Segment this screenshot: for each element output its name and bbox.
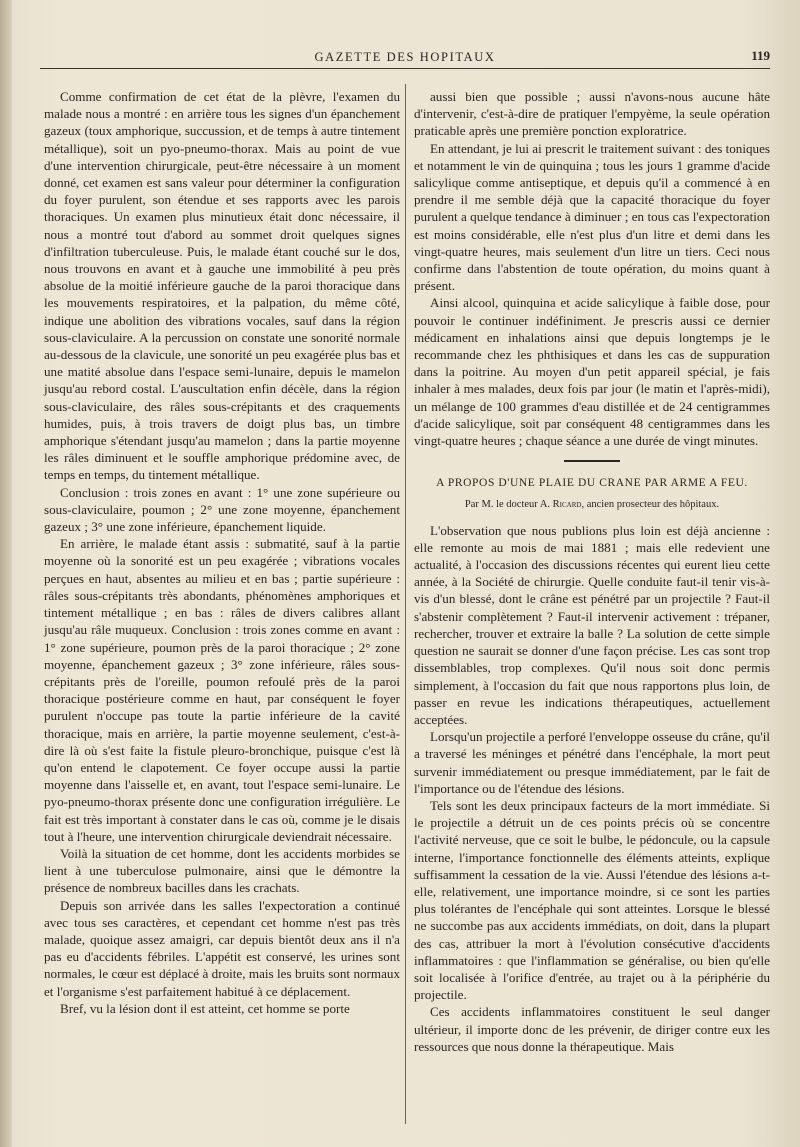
paragraph: Voilà la situation de cet homme, dont les accidents morbides se lient à une tuberculose pulmonaire, ainsi que le démontre la présence de nombreux bacilles dans les crachats. (44, 845, 400, 896)
paragraph: Depuis son arrivée dans les salles l'expectoration a continué avec tous ses caractères, et cependant cet homme n'est pas très malade, quoique assez amaigri, car depuis bientôt deux ans il n'a pas eu d'accidents fébriles. L'appétit est conservé, les urines sont normales, le cœur est déplacé à droite, mais les bruits sont normaux et l'organisme s'est parfaitement habitué à ce déplacement. (44, 897, 400, 999)
byline-prefix: Par M. le docteur A. (464, 499, 553, 511)
header-rule (40, 68, 770, 69)
paragraph: L'observation que nous publions plus loin est déjà ancienne : elle remonte au mois de mai 1881 ; mais elle redevient une actualité, à l'occasion des discussions récentes qui eurent lieu cette année, à la Société de chirurgie. Quelle conduite faut-il tenir vis-à-vis d'un blessé, dont le crâne est pénétré par un projectile ? Faut-il s'abstenir complètement ? Faut-il intervenir activement : trépaner, rechercher, trouver et extraire la balle ? La solution de cette simple question ne saurait se donner d'une façon précise. Les cas sont trop dissemblables, trop complexes. Qu'il nous soit donc permis simplement, à l'occasion du fait que nous rapportons plus loin, de passer en revue les indications thérapeutiques, actuellement acceptées. (414, 522, 770, 727)
right-column (414, 88, 770, 1055)
paragraph: Ainsi alcool, quinquina et acide salicylique à faible dose, pour pouvoir le continuer indéfiniment. Je prescris aussi ce dernier médicament en inhalations ainsi que depuis longtemps je le recommande chez les phthisiques et dans les cas de suppuration dans la poitrine. Au moyen d'un petit appareil spécial, je fais inhaler à mes malades, deux fois par jour (le matin et l'après-midi), un mélange de 100 grammes d'eau distillée et de 24 centigrammes d'acide salicylique, soit par conséquent 48 centigrammes dans les vingt-quatre heures ; chaque séance a une durée de vingt minutes. (414, 295, 770, 449)
left-column (44, 88, 400, 1017)
paragraph: Bref, vu la lésion dont il est atteint, cet homme se porte (60, 1000, 350, 1016)
paragraph: Tels sont les deux principaux facteurs de la mort immédiate. Si le projectile a détruit un de ces points précis où se concentre l'activité nerveuse, que ce soit le bulbe, le pédoncule, ou la capsule interne, l'importance fonctionnelle des éléments atteints, explique suffisamment la cessation de la vie. Aussi l'étendue des lésions a-t-elle, relativement, une importance moindre, si ce sont les parties plus tolérantes de l'encéphale qui sont atteintes. Lorsque le blessé ne succombe pas aux accidents immédiats, on doit, dans la plupart des cas, attribuer la mort à l'évolution consécutive d'accidents inflammatoires : que l'inflammation se généralise, ou bien qu'elle soit localisée à l'orifice d'entrée, au trajet ou à la périphérie du projectile. (414, 797, 770, 1003)
paragraph: Conclusion : trois zones en avant : 1° une zone supérieure ou sous-claviculaire, poumon ; 2° une zone moyenne, épanchement gazeux ; 3° une zone inférieure, épanchement liquide. (44, 484, 400, 535)
byline-author: Ricard (552, 499, 582, 511)
paragraph: Ces accidents inflammatoires constituent le seul danger ultérieur, il importe donc de les prévenir, de diriger contre eux les ressources que nous donne la thérapeutique. Mais (414, 1004, 770, 1054)
article-separator (414, 449, 770, 473)
paragraph: Lorsqu'un projectile a perforé l'enveloppe osseuse du crâne, qu'il a traversé les méninges et pénétré dans l'encéphale, la mort peut survenir immédiatement ou presque immédiatement, par le fait de l'importance ou de l'étendue des lésions. (414, 729, 770, 796)
paragraph: En attendant, je lui ai prescrit le traitement suivant : des toniques et notamment le vin de quinquina ; tous les jours 1 gramme d'acide salicylique comme antiseptique, et depuis qu'il a commencé à en prendre il me semble déjà que la capacité thoracique du foyer purulent a quelque tendance à diminuer ; en tous cas l'expectoration est moins considérable, elle n'est plus d'un litre et demi dans les vingt-quatre heures, mais seulement d'un litre un tiers. Ceci nous confirme dans l'abstention de toute opération, du moins quant à présent. (414, 140, 770, 294)
paragraph: En arrière, le malade étant assis : submatité, sauf à la partie moyenne où la sonorité est un peu exagérée ; vibrations vocales perçues en haut, absentes au milieu et en bas ; partie supérieure : râles sous-crépitants très abondants, phénomènes amphoriques et tintement métallique ; en bas : râles de divers calibres allant jusqu'au râle muqueux. Conclusion : trois zones comme en avant : 1° zone supérieure, poumon près de la paroi thoracique ; 2° zone moyenne, épanchement gazeux ; 3° zone inférieure, râles sous-crépitants près de l'oreille, poumon refoulé près de la paroi thoracique postérieure comme en haut, par conséquent le foyer purulent n'occupe pas toute la partie inférieure de la cavité thoracique, mais en arrière, la partie moyenne seulement, c'est-à-dire là où s'est faite la fistule pleuro-bronchique, puisque c'est là qu'on entend le clapotement. Ce foyer occupe aussi la partie moyenne dans l'aisselle et, en avant, tout l'espace semi-lunaire. Le pyo-pneumo-thorax présente donc une configuration irrégulière. Le fait est très important à constater dans le cas où, comme je le disais tout à l'heure, une intervention chirurgicale deviendrait nécessaire. (44, 536, 400, 844)
paragraph: aussi bien que possible ; aussi n'avons-nous aucune hâte d'intervenir, c'est-à-dire de pratiquer l'empyème, la seule opération praticable après une première ponction exploratrice. (414, 89, 770, 139)
byline-suffix: , ancien prosecteur des hôpitaux. (581, 499, 720, 511)
article-byline (414, 496, 770, 513)
paragraph: Comme confirmation de cet état de la plèvre, l'examen du malade nous a montré : en arrière tous les signes d'un épanchement gazeux (toux amphorique, succussion, et de temps à autre tintement métallique), soit un pyo-pneumo-thorax. Mais au point de vue d'une intervention chirurgicale, peut-être nécessaire à un moment donné, cet examen est sans valeur pour déterminer la configuration du foyer purulent, son étendue et ses rapports avec les parois thoraciques. Un examen plus minutieux était donc nécessaire, il nous a montré tout d'abord au sommet droit quelques signes d'infiltration tuberculeuse. Puis, le malade étant couché sur le dos, nous trouvons en avant et à gauche une immobilité à peu près absolue de la moitié inférieure gauche de la paroi thoracique dans les mouvements respiratoires, et la palpation, du même côté, indique une abolition des vibrations vocales, sauf dans la région sous-claviculaire. A la percussion on constate une sonorité normale au-dessous de la clavicule, une sonorité un peu exagérée plus bas et une matité absolue dans l'espace semi-lunaire, depuis le mamelon jusqu'au rebord costal. L'auscultation enfin décèle, dans la région sous-claviculaire, des râles sous-crépitants et des craquements humides, puis, à trois travers de doigt plus bas, un timbre amphorique s'étendant jusqu'au mamelon ; dans la partie moyenne les râles diminuent et le souffle amphorique prédomine avec, de temps en temps, du tintement métallique. (44, 89, 400, 483)
page-binding-edge (0, 0, 12, 1147)
page-header (40, 48, 770, 70)
article-title: A PROPOS D'UNE PLAIE DU CRANE PAR ARME A FEU. (436, 477, 748, 490)
page-number: 119 (751, 48, 770, 63)
journal-title: GAZETTE DES HOPITAUX (314, 50, 496, 64)
column-divider (405, 84, 406, 1124)
